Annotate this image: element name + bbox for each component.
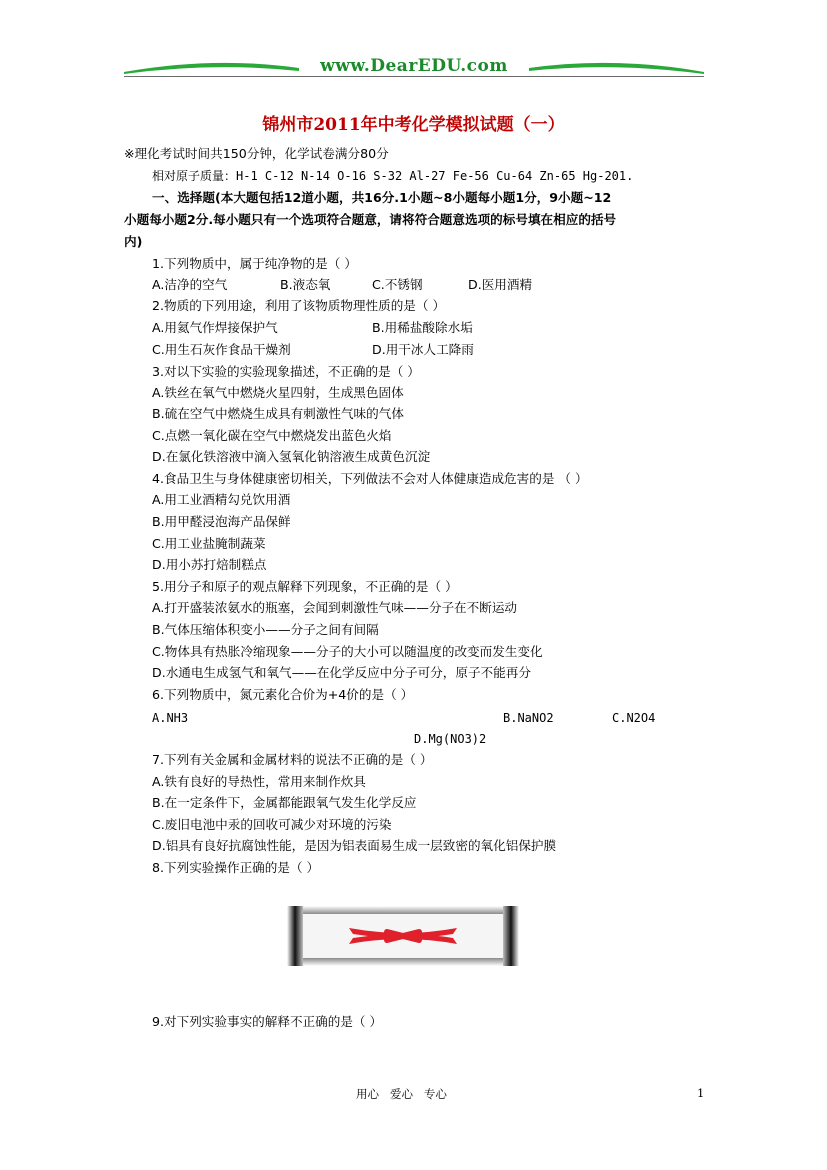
site-header — [124, 54, 704, 84]
q5-option-a: A.打开盛装浓氨水的瓶塞，会闻到刺激性气味——分子在不断运动 — [152, 600, 518, 615]
header-rule — [124, 76, 704, 77]
q2-option-b: B.用稀盐酸除水垢 — [372, 320, 473, 335]
q4-option-d: D.用小苏打焙制糕点 — [152, 557, 267, 572]
q6-option-d: D.Mg(NO3)2 — [414, 732, 487, 746]
q7-option-d: D.铝具有良好抗腐蚀性能，是因为铝表面易生成一层致密的氧化铝保护膜 — [152, 838, 557, 853]
q6-option-c: C.N2O4 — [612, 711, 656, 725]
q4-option-c: C.用工业盐腌制蔬菜 — [152, 536, 266, 551]
q3-option-c: C.点燃一氧化碳在空气中燃烧发出蓝色火焰 — [152, 428, 392, 443]
page-number: 1 — [697, 1086, 705, 1100]
section-instruction-line-2: 小题每小题2分.每小题只有一个选项符合题意，请将符合题意选项的标号填在相应的括号 — [124, 212, 617, 227]
site-logo-text[interactable]: www.DearEDU.com — [320, 56, 508, 76]
question-9-stem: 9.对下列实验事实的解释不正确的是（ ） — [152, 1014, 383, 1029]
question-1-stem: 1.下列物质中，属于纯净物的是（ ） — [152, 256, 357, 271]
q2-option-d: D.用干冰人工降雨 — [372, 342, 474, 357]
footer-motto: 用心 爱心 专心 — [356, 1087, 447, 1101]
q1-option-a: A.洁净的空气 — [152, 277, 228, 292]
q1-option-b: B.液态氧 — [280, 277, 331, 292]
question-6-stem: 6.下列物质中，氮元素化合价为+4价的是（ ） — [152, 687, 414, 702]
q7-option-a: A.铁有良好的导热性，常用来制作炊具 — [152, 774, 366, 789]
section-instruction-line-1: 一、选择题(本大题包括12道小题，共16分.1小题~8小题每小题1分，9小题~12 — [152, 190, 612, 205]
question-3-stem: 3.对以下实验的实验现象描述，不正确的是（ ） — [152, 364, 420, 379]
page-title: 锦州市2011年中考化学模拟试题（一） — [262, 115, 565, 135]
question-5-stem: 5.用分子和原子的观点解释下列现象，不正确的是（ ） — [152, 579, 458, 594]
q6-option-b: B.NaNO2 — [503, 711, 554, 725]
q1-option-d: D.医用酒精 — [468, 277, 533, 292]
question-8-stem: 8.下列实验操作正确的是（ ） — [152, 860, 320, 875]
question-4-stem: 4.食品卫生与身体健康密切相关，下列做法不会对人体健康造成危害的是 （ ） — [152, 471, 588, 486]
exam-time-note: ※理化考试时间共150分钟，化学试卷满分80分 — [124, 146, 389, 161]
q3-option-b: B.硫在空气中燃烧生成具有刺激性气味的气体 — [152, 406, 404, 421]
q5-option-c: C.物体具有热胀冷缩现象——分子的大小可以随温度的改变而发生变化 — [152, 644, 543, 659]
q4-option-b: B.用甲醛浸泡海产品保鲜 — [152, 514, 291, 529]
q5-option-b: B.气体压缩体积变小——分子之间有间隔 — [152, 622, 379, 637]
q2-option-a: A.用氦气作焊接保护气 — [152, 320, 278, 335]
q3-option-a: A.铁丝在氧气中燃烧火星四射，生成黑色固体 — [152, 385, 404, 400]
q2-option-c: C.用生石灰作食品干燥剂 — [152, 342, 291, 357]
question-2-stem: 2.物质的下列用途，利用了该物质物理性质的是（ ） — [152, 298, 446, 313]
q6-option-a: A.NH3 — [152, 711, 189, 725]
q4-option-a: A.用工业酒精勾兑饮用酒 — [152, 492, 291, 507]
q5-option-d: D.水通电生成氢气和氧气——在化学反应中分子可分，原子不能再分 — [152, 665, 531, 680]
q3-option-d: D.在氯化铁溶液中滴入氢氧化钠溶液生成黄色沉淀 — [152, 449, 431, 464]
question-7-stem: 7.下列有关金属和金属材料的说法不正确的是（ ） — [152, 752, 433, 767]
q7-option-c: C.废旧电池中汞的回收可减少对环境的污染 — [152, 817, 392, 832]
broken-image-icon — [287, 906, 519, 966]
q1-option-c: C.不锈钢 — [372, 277, 423, 292]
atomic-mass-line: 相对原子质量：H-1 C-12 N-14 O-16 S-32 Al-27 Fe-56 Cu-64 Zn-65 Hg-201. — [152, 169, 634, 183]
broken-image-placeholder — [287, 906, 519, 966]
section-instruction-line-3: 内) — [124, 234, 143, 249]
q7-option-b: B.在一定条件下，金属都能跟氧气发生化学反应 — [152, 795, 417, 810]
